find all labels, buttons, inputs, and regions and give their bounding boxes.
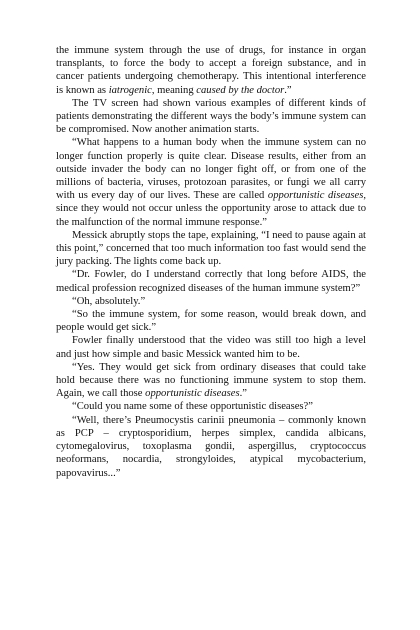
- italic-text: caused by the doctor: [196, 84, 285, 96]
- paragraph: [56, 136, 366, 228]
- paragraph: [56, 334, 366, 360]
- text-run: the immune system through the use of drugs, for instance in organ transplants, to force the body to accept a foreign substance, and in cancer patients undergoing chemotherapy. This intentional interference is known as: [56, 45, 366, 96]
- text-run: Messick abruptly stops the tape, explaining, “I need to pause again at this point,” concerned that too much information too fast would send the jury packing. The lights come back up.: [56, 229, 366, 268]
- paragraph: [56, 229, 366, 269]
- paragraph: [56, 308, 366, 334]
- text-run: “Dr. Fowler, do I understand correctly that long before AIDS, the medical profession recognized diseases of the human immune system?”: [56, 269, 366, 294]
- text-run: “Yes. They would get sick from ordinary diseases that could take hold because there was no functioning immune system to stop them. Again, we call those: [56, 361, 366, 400]
- paragraph: [56, 400, 366, 413]
- text-run: , meaning: [151, 84, 197, 96]
- paragraph: [56, 361, 366, 401]
- italic-text: iatrogenic: [108, 84, 152, 96]
- italic-text: opportunistic diseases: [267, 190, 364, 202]
- paragraph: [56, 295, 366, 308]
- text-run: “Well, there’s Pneumocystis carinii pneumonia – commonly known as PCP – cryptosporidium, herpes simplex, candida albicans, cytomegalovirus, toxoplasma gondii, aspergillus, cryptococcus neoformans, nocardia, strongyloides, atypical mycobacterium, papovavirus...”: [56, 414, 366, 479]
- paragraph: [56, 97, 366, 137]
- text-run: The TV screen had shown various examples of different kinds of patients demonstrating the different ways the body’s immune system can be compromised. Now another animation starts.: [56, 97, 366, 136]
- paragraph: [56, 44, 366, 97]
- text-run: , since they would not occur unless the opportunity arose to attack due to the malfunction of the normal immune response.”: [56, 190, 366, 228]
- book-page-text: [56, 44, 366, 480]
- text-run: “Could you name some of these opportunistic diseases?”: [72, 401, 313, 413]
- text-run: Fowler finally understood that the video was still too high a level and just how simple and basic Messick wanted him to be.: [56, 335, 366, 360]
- paragraph: [56, 268, 366, 294]
- text-run: “Oh, absolutely.”: [72, 295, 146, 307]
- text-run: “What happens to a human body when the immune system can no longer function properly is quite clear. Disease results, either from an outside invader the body can no longer fight off, or from one of the millions of bacteria, viruses, protozoan parasites, or fungi we all carry with us every day of our lives. These are called: [56, 137, 366, 202]
- text-run: “So the immune system, for some reason, would break down, and people would get sick.”: [56, 309, 366, 334]
- text-run: .”: [239, 388, 247, 400]
- paragraph: [56, 414, 366, 480]
- text-run: .”: [284, 84, 292, 96]
- italic-text: opportunistic diseases: [145, 388, 240, 400]
